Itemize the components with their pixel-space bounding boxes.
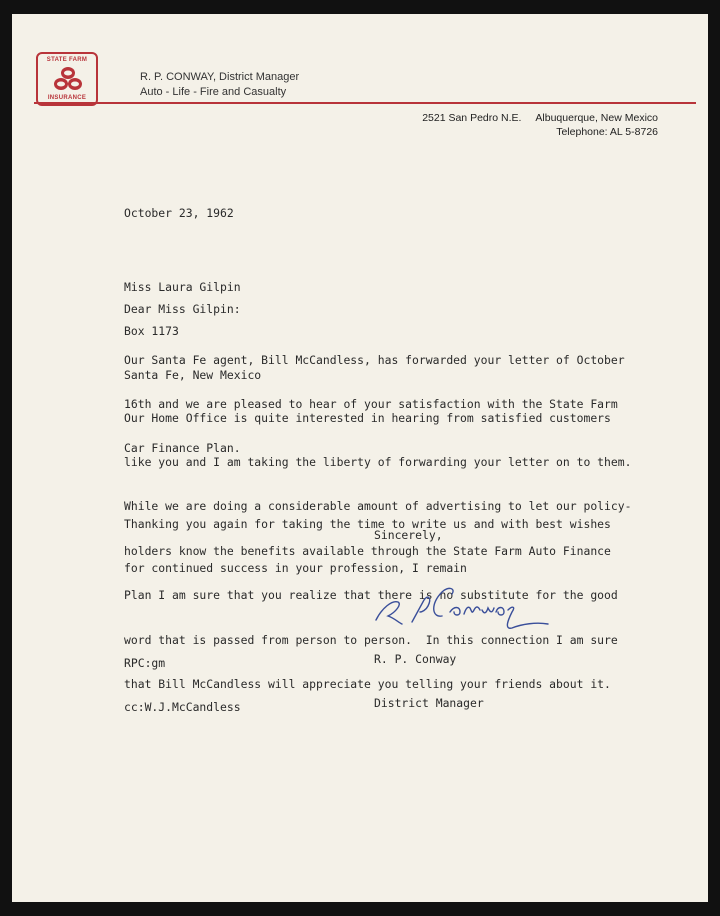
- body-line: 16th and we are pleased to hear of your satisfaction with the State Farm: [124, 396, 618, 411]
- body-line: Car Finance Plan.: [124, 441, 241, 456]
- body-line: Plan I am sure that you realize that there is no substitute for the good: [124, 588, 618, 603]
- salutation: Dear Miss Gilpin:: [124, 302, 241, 316]
- body-line: Thanking you again for taking the time to write us and with best wishes: [124, 516, 611, 531]
- recipient-line: Santa Fe, New Mexico: [124, 368, 262, 383]
- body-line: word that is passed from person to person. In this connection I am sure: [124, 632, 618, 647]
- body-line: for continued success in your profession, I remain: [124, 560, 467, 575]
- initials: RPC:gm: [124, 655, 166, 670]
- street-address: 2521 San Pedro N.E.: [422, 112, 522, 124]
- paragraph-3: [124, 487, 611, 591]
- body-line: Our Home Office is quite interested in hearing from satisfied customers: [124, 410, 611, 425]
- telephone: Telephone: AL 5-8726: [556, 126, 658, 138]
- body-line: holders know the benefits available through the State Farm Auto Finance: [124, 543, 611, 558]
- reference-block: [124, 626, 241, 730]
- logo-bottom-text: INSURANCE: [47, 95, 87, 101]
- logo-top-text: STATE FARM: [46, 57, 88, 63]
- signer-name: R. P. Conway: [374, 651, 457, 666]
- letterhead-name: [140, 70, 299, 100]
- closing: Sincerely,: [374, 528, 443, 542]
- recipient-line: Miss Laura Gilpin: [124, 279, 241, 294]
- body-line: like you and I am taking the liberty of forwarding your letter on to them.: [124, 454, 632, 469]
- letterhead-address: [422, 111, 658, 139]
- signature-block: [374, 622, 484, 726]
- body-line: that Bill McCandless will appreciate you telling your friends about it.: [124, 676, 611, 691]
- insurance-lines: Auto - Life - Fire and Casualty: [140, 86, 287, 98]
- letter-date: October 23, 1962: [124, 206, 234, 220]
- body-line: Our Santa Fe agent, Bill McCandless, has forwarded your letter of October: [124, 352, 625, 367]
- header-rule: [34, 102, 696, 104]
- state-farm-logo: [36, 52, 98, 106]
- manager-name-line: R. P. CONWAY, District Manager: [140, 71, 300, 83]
- three-ovals-icon: [54, 66, 82, 92]
- city-address: Albuquerque, New Mexico: [535, 112, 658, 124]
- carbon-copy: cc:W.J.McCandless: [124, 699, 241, 714]
- body-line: While we are doing a considerable amount of advertising to let our policy-: [124, 499, 632, 514]
- recipient-line: Box 1173: [124, 323, 179, 338]
- signer-title: District Manager: [374, 695, 484, 710]
